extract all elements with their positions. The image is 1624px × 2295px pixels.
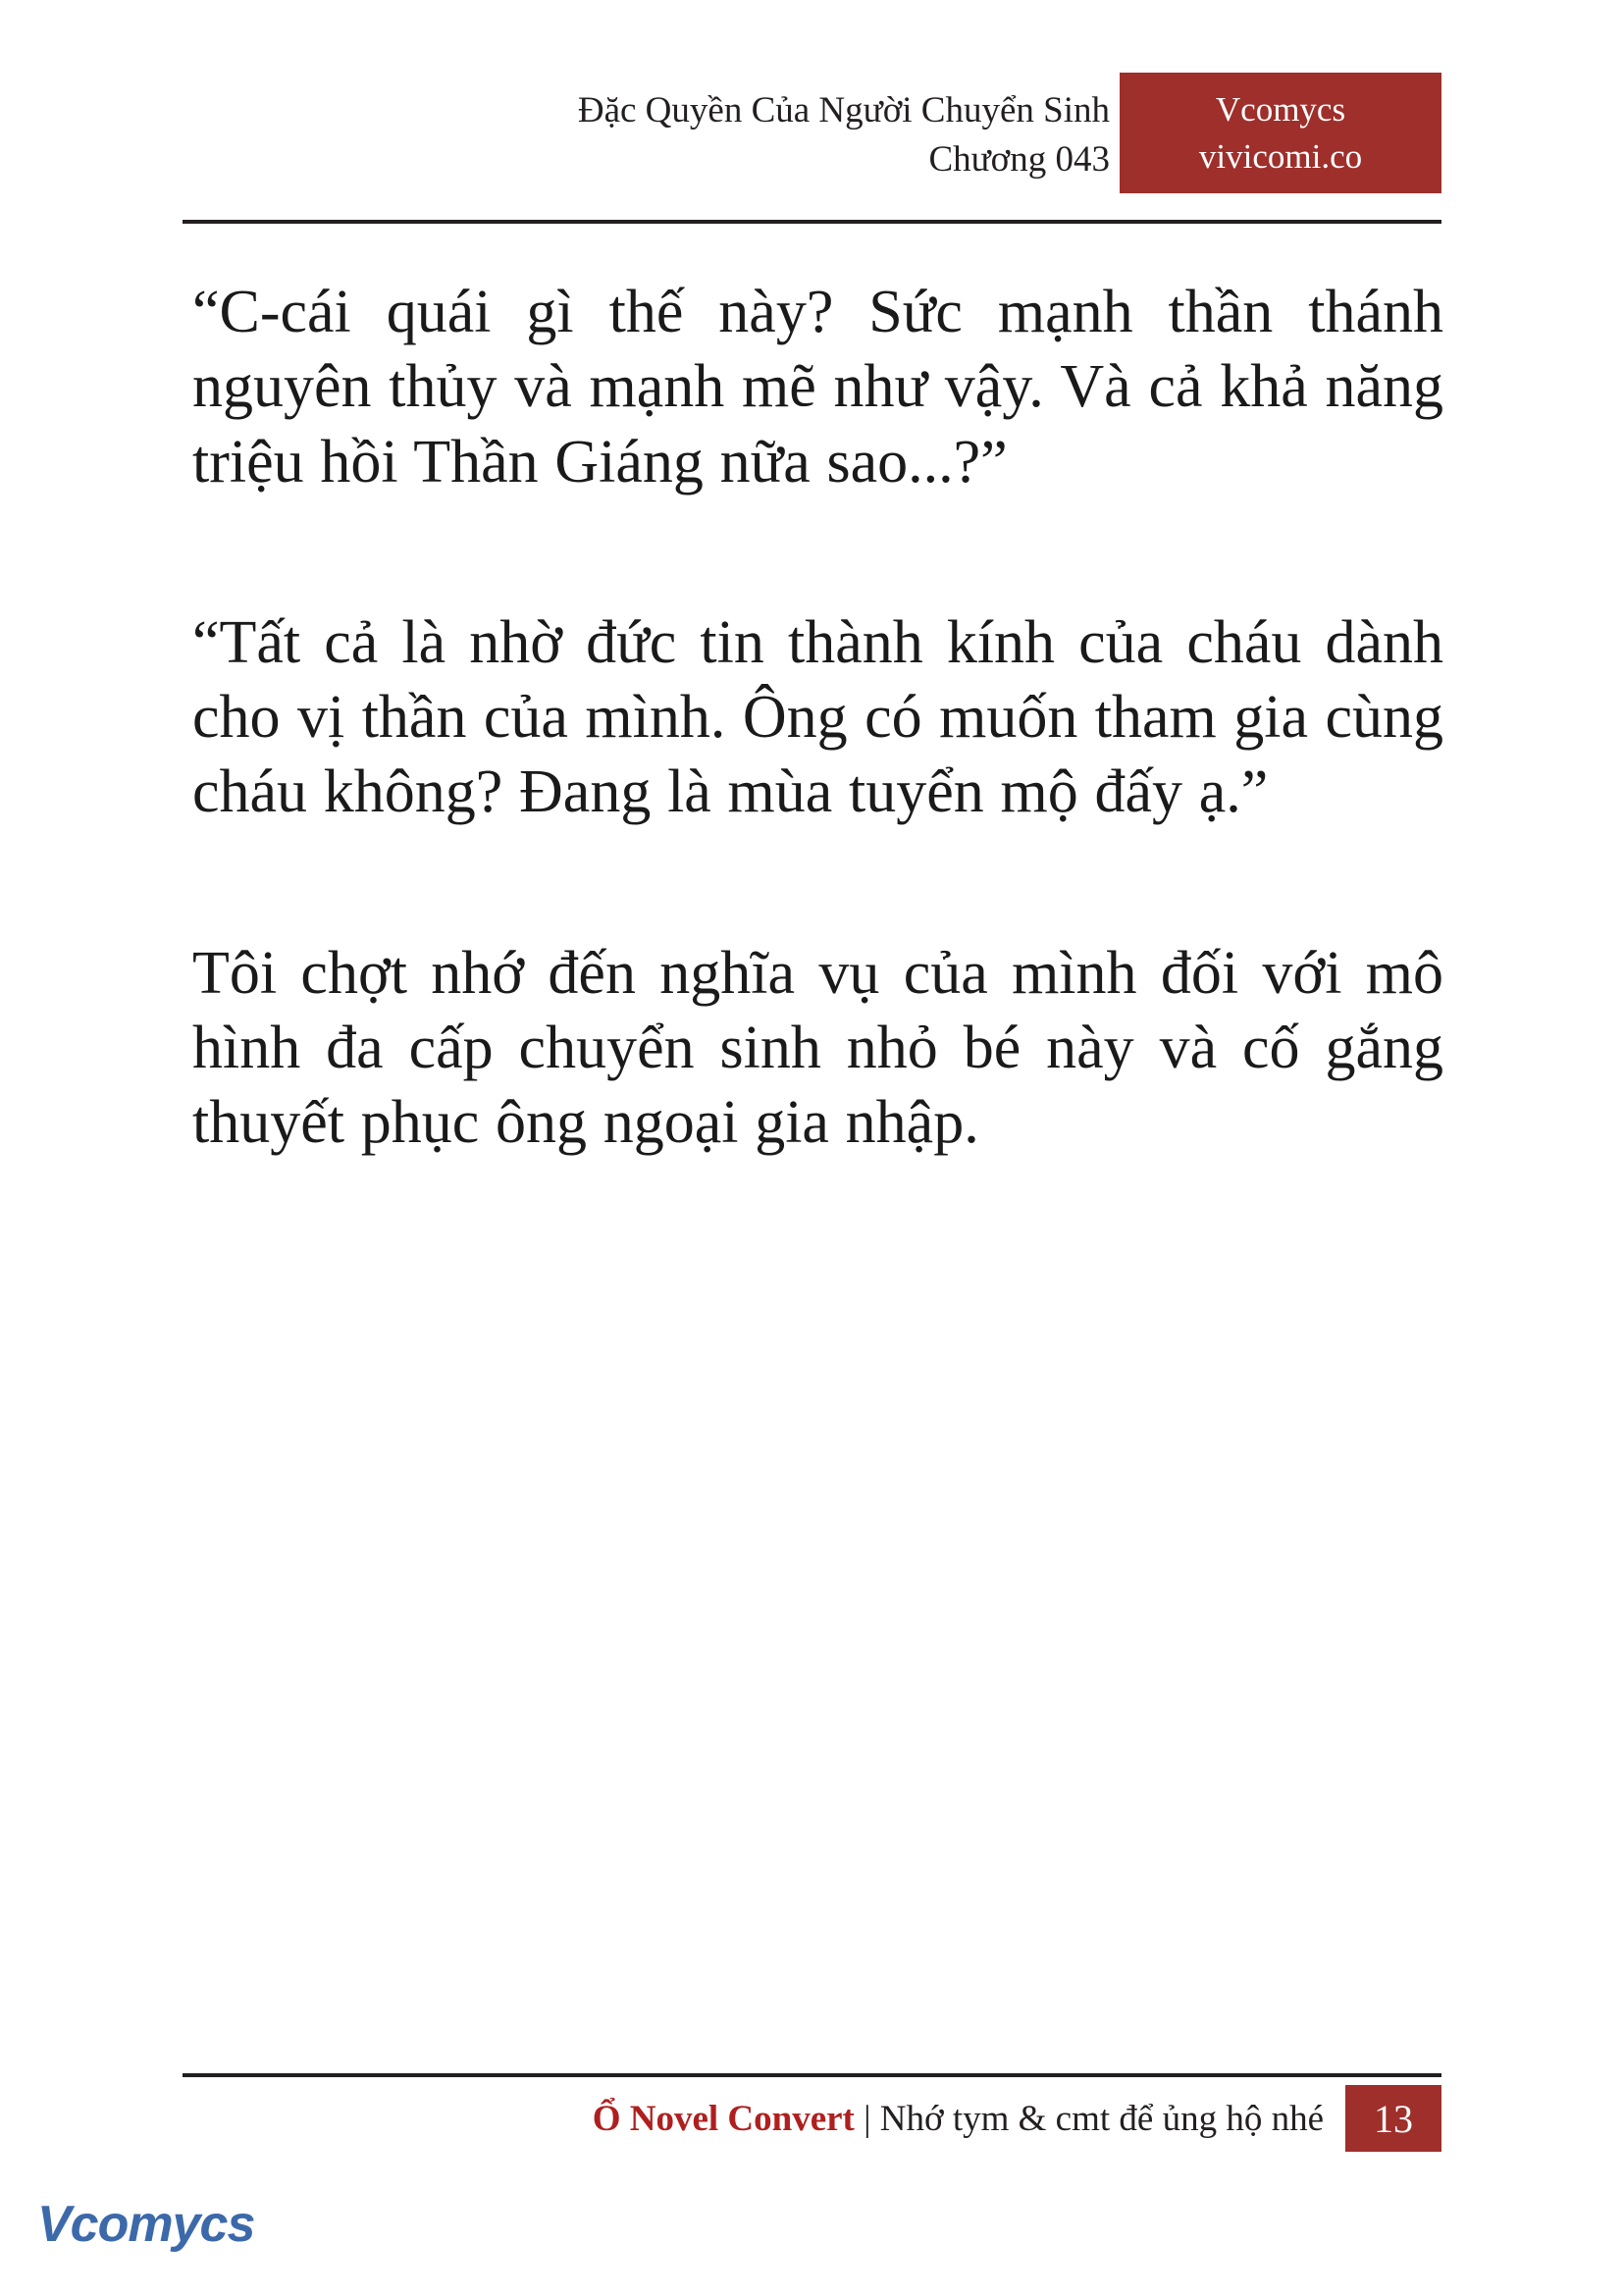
watermark-logo (37, 2186, 273, 2263)
page-header (183, 86, 1441, 219)
header-title (578, 86, 1110, 184)
paragraph: “C-cái quái gì thế này? Sức mạnh thần thánh nguyên thủy và mạnh mẽ như vậy. Và cả khả năng triệu hồi Thần Giáng nữa sao...?” (192, 279, 1443, 496)
header-title-line1: Đặc Quyền Của Người Chuyển Sinh (577, 90, 1110, 130)
footer-note: Nhớ tym & cmt để ủng hộ nhé (879, 2098, 1324, 2139)
footer-separator: | (864, 2098, 871, 2139)
footer-divider (183, 2073, 1441, 2077)
paragraph: “Tất cả là nhờ đức tin thành kính của cháu dành cho vị thần của mình. Ông có muốn tham gia cùng cháu không? Đang là mùa tuyển mộ đấy ạ.” (192, 608, 1443, 826)
page-content (192, 275, 1443, 1160)
footer-brand: Ổ Novel Convert (592, 2098, 855, 2139)
site-badge-name: Vcomycs (1215, 90, 1346, 130)
site-badge (1120, 73, 1441, 193)
page-number-badge: 13 (1345, 2085, 1441, 2152)
header-chapter-label: Chương 043 (928, 138, 1110, 180)
footer-credit (593, 2098, 1345, 2140)
site-badge-url: vivicomi.co (1198, 136, 1363, 176)
header-divider (183, 220, 1441, 224)
paragraph: Tôi chợt nhớ đến nghĩa vụ của mình đối với mô hình đa cấp chuyển sinh nhỏ bé này và cố gắng thuyết phục ông ngoại gia nhập. (192, 939, 1443, 1156)
watermark-text: Vcomycs (37, 2196, 255, 2253)
page-footer (183, 2085, 1441, 2152)
